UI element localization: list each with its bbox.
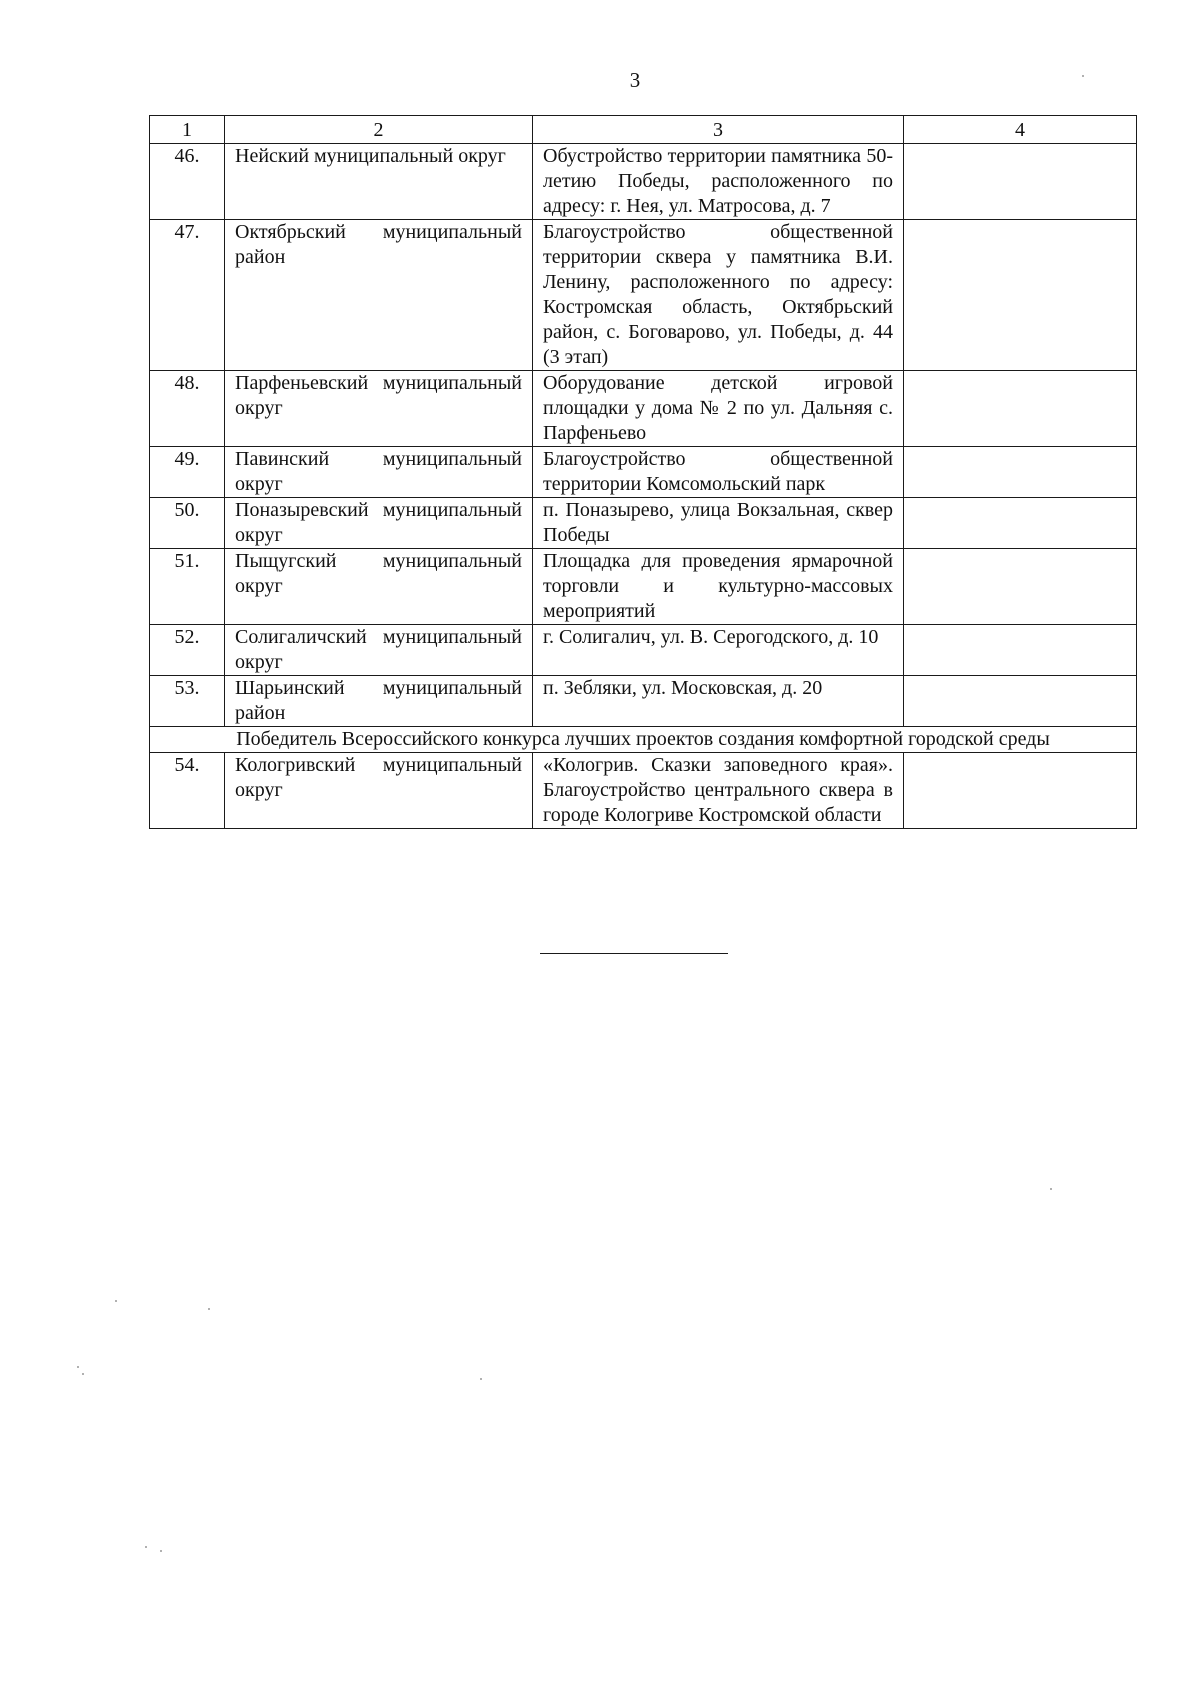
- section-title: Победитель Всероссийского конкурса лучших проектов создания комфортной городской среды: [150, 727, 1137, 753]
- table-row: [150, 549, 1137, 625]
- project-description: п. Зебляки, ул. Московская, д. 20: [533, 676, 904, 727]
- table-row: [150, 371, 1137, 447]
- table-row: [150, 498, 1137, 549]
- municipality-name: Нейский муниципальный округ: [225, 144, 533, 220]
- project-description: Площадка для проведения ярмарочной торговли и культурно-массовых мероприятий: [533, 549, 904, 625]
- col4-cell: [904, 447, 1137, 498]
- municipality-name: Пыщугский муниципальный округ: [225, 549, 533, 625]
- header-col-4: 4: [904, 116, 1137, 144]
- project-description: Обустройство территории памятника 50-летию Победы, расположенного по адресу: г. Нея, ул. Матросова, д. 7: [533, 144, 904, 220]
- scan-speck: [208, 1308, 210, 1310]
- projects-table: [149, 115, 1137, 829]
- row-number: 53.: [150, 676, 225, 727]
- municipality-name: Парфеньевский муниципальный округ: [225, 371, 533, 447]
- page-number: 3: [629, 68, 641, 92]
- project-description: п. Поназырево, улица Вокзальная, сквер Победы: [533, 498, 904, 549]
- row-number: 49.: [150, 447, 225, 498]
- projects-table-body: [150, 116, 1137, 829]
- municipality-name: Солигаличский муниципальный округ: [225, 625, 533, 676]
- municipality-name: Шарьинский муниципальный район: [225, 676, 533, 727]
- project-description: г. Солигалич, ул. В. Серогодского, д. 10: [533, 625, 904, 676]
- header-col-3: 3: [533, 116, 904, 144]
- col4-cell: [904, 549, 1137, 625]
- row-number: 50.: [150, 498, 225, 549]
- table-row: [150, 625, 1137, 676]
- scan-speck: [82, 1373, 84, 1375]
- scan-speck: [480, 1378, 482, 1380]
- row-number: 51.: [150, 549, 225, 625]
- table-row: [150, 676, 1137, 727]
- table-row: [150, 447, 1137, 498]
- row-number: 46.: [150, 144, 225, 220]
- end-divider-line: [540, 953, 728, 954]
- scan-speck: [115, 1300, 117, 1302]
- municipality-name: Октябрьский муниципальный район: [225, 220, 533, 371]
- table-row: [150, 753, 1137, 829]
- header-col-2: 2: [225, 116, 533, 144]
- table-row: [150, 220, 1137, 371]
- col4-cell: [904, 144, 1137, 220]
- project-description: Благоустройство общественной территории Комсомольский парк: [533, 447, 904, 498]
- row-number: 48.: [150, 371, 225, 447]
- row-number: 54.: [150, 753, 225, 829]
- municipality-name: Поназыревский муниципальный округ: [225, 498, 533, 549]
- scan-speck: [1082, 75, 1084, 77]
- project-description: Благоустройство общественной территории сквера у памятника В.И. Ленину, расположенного по адресу: Костромская область, Октябрьский район, с. Боговарово, ул. Победы, д. 44 (3 этап): [533, 220, 904, 371]
- scan-speck: [77, 1366, 79, 1368]
- header-row: [150, 116, 1137, 144]
- col4-cell: [904, 625, 1137, 676]
- col4-cell: [904, 676, 1137, 727]
- municipality-name: Павинский муниципальный округ: [225, 447, 533, 498]
- project-description: Оборудование детской игровой площадки у дома № 2 по ул. Дальняя с. Парфеньево: [533, 371, 904, 447]
- row-number: 52.: [150, 625, 225, 676]
- col4-cell: [904, 498, 1137, 549]
- scan-speck: [160, 1550, 162, 1552]
- header-col-1: 1: [150, 116, 225, 144]
- row-number: 47.: [150, 220, 225, 371]
- scan-speck: [145, 1546, 147, 1548]
- table-row: [150, 144, 1137, 220]
- col4-cell: [904, 371, 1137, 447]
- col4-cell: [904, 753, 1137, 829]
- project-description: «Кологрив. Сказки заповедного края». Благоустройство центрального сквера в городе Кологриве Костромской области: [533, 753, 904, 829]
- municipality-name: Кологривский муниципальный округ: [225, 753, 533, 829]
- col4-cell: [904, 220, 1137, 371]
- scan-speck: [1050, 1188, 1052, 1190]
- section-row: [150, 727, 1137, 753]
